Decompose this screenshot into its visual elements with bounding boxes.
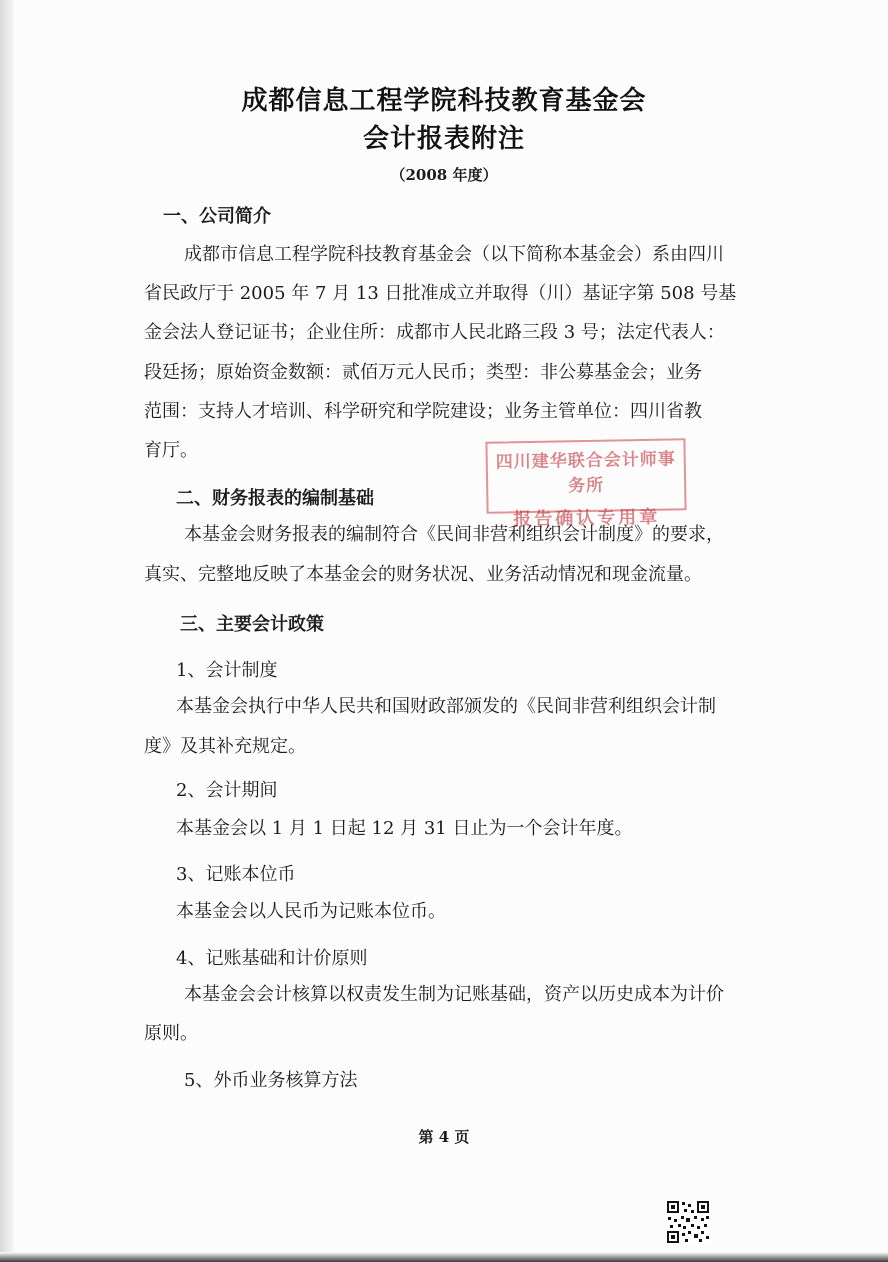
subsection-3-heading: 3、记账本位币	[176, 864, 296, 885]
section-2-heading: 二、财务报表的编制基础	[176, 488, 374, 509]
paragraph-line: 本基金会执行中华人民共和国财政部颁发的《民间非营利组织会计制	[176, 696, 716, 717]
auditor-seal-stamp	[485, 438, 686, 531]
paragraph-line: 育厅。	[144, 440, 198, 461]
paragraph-line: 度》及其补充规定。	[144, 736, 306, 757]
paragraph-line: 本基金会会计核算以权责发生制为记账基础，资产以历史成本为计价	[184, 984, 724, 1005]
page-number: 第 4 页	[418, 1128, 470, 1146]
paragraph-line: 段廷扬；原始资金数额：贰佰万元人民币；类型：非公募基金会；业务	[144, 362, 702, 383]
subsection-4-heading: 4、记账基础和计价原则	[176, 948, 368, 969]
paragraph-line: 本基金会以人民币为记账本位币。	[176, 901, 446, 922]
paragraph-line: 范围：支持人才培训、科学研究和学院建设；业务主管单位：四川省教	[144, 401, 702, 422]
paragraph-line: 省民政厅于 2005 年 7 月 13 日批准成立并取得（川）基证字第 508 号基	[144, 283, 737, 304]
scan-bottom-edge	[0, 1252, 888, 1262]
subsection-1-heading: 1、会计制度	[176, 660, 278, 681]
document-title: 成都信息工程学院科技教育基金会	[241, 86, 647, 116]
document-subtitle: 会计报表附注	[362, 124, 525, 154]
subsection-5-heading: 5、外币业务核算方法	[184, 1070, 358, 1091]
section-1-heading: 一、公司简介	[163, 206, 271, 227]
section-3-heading: 三、主要会计政策	[180, 614, 324, 635]
scan-left-edge	[0, 0, 14, 1262]
report-year: （2008 年度）	[390, 166, 498, 184]
paragraph-line: 本基金会财务报表的编制符合《民间非营利组织会计制度》的要求，	[184, 524, 724, 545]
paragraph-line: 成都市信息工程学院科技教育基金会（以下简称本基金会）系由四川	[184, 244, 724, 265]
subsection-2-heading: 2、会计期间	[176, 780, 278, 801]
qr-code-icon	[666, 1200, 710, 1244]
stamp-purpose: 报告确认专用章	[513, 506, 661, 531]
stamp-firm-name: 四川建华联合会计师事务所	[495, 449, 676, 497]
paragraph-line: 金会法人登记证书；企业住所：成都市人民北路三段 3 号；法定代表人：	[144, 322, 725, 343]
paragraph-line: 真实、完整地反映了本基金会的财务状况、业务活动情况和现金流量。	[144, 564, 702, 585]
paragraph-line: 原则。	[144, 1023, 198, 1044]
paragraph-line: 本基金会以 1 月 1 日起 12 月 31 日止为一个会计年度。	[176, 818, 633, 839]
